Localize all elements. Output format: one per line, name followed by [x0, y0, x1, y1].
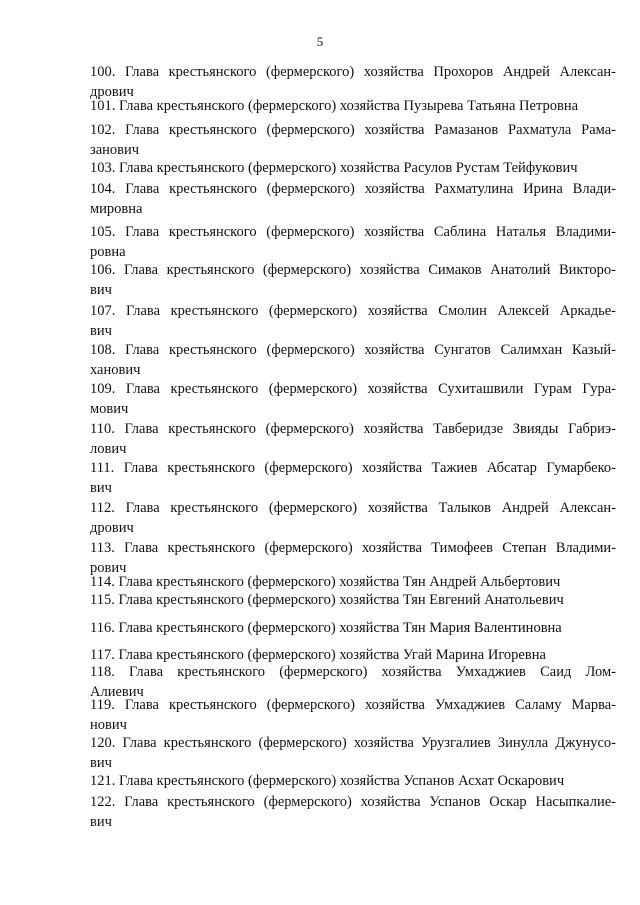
entry-line: 122. Глава крестьянского (фермерского) хозяйства Успанов Оскар Насыпкалие-	[90, 794, 616, 810]
entry-line: 120. Глава крестьянского (фермерского) хозяйства Урузгалиев Зинулла Джунусо-	[90, 735, 616, 751]
entry-line: Алиевич	[90, 684, 144, 700]
entry-line: занович	[90, 142, 140, 158]
list-item	[90, 222, 616, 262]
list-item	[90, 572, 616, 592]
entry-line: ровна	[90, 244, 126, 260]
entry-line: 110. Глава крестьянского (фермерского) хозяйства Тавберидзе Звияды Габриэ-	[90, 421, 616, 437]
entry-line: вич	[90, 814, 112, 830]
entry-line: 119. Глава крестьянского (фермерского) хозяйства Умхаджиев Саламу Марва-	[90, 697, 616, 713]
page-number: 5	[316, 34, 324, 49]
list-item	[90, 695, 616, 735]
entry-line: вич	[90, 755, 112, 771]
entry-line: 108. Глава крестьянского (фермерского) хозяйства Сунгатов Салимхан Казый-	[90, 342, 616, 358]
list-item	[90, 179, 616, 219]
entry-line: 102. Глава крестьянского (фермерского) хозяйства Рамазанов Рахматула Рама-	[90, 122, 616, 138]
entry-line: 106. Глава крестьянского (фермерского) хозяйства Симаков Анатолий Викторо-	[90, 262, 616, 278]
entry-line: 121. Глава крестьянского (фермерского) хозяйства Успанов Асхат Оскарович	[90, 773, 565, 789]
entry-line: 100. Глава крестьянского (фермерского) хозяйства Прохоров Андрей Алексан-	[90, 64, 616, 80]
list-item	[90, 419, 616, 459]
list-item	[90, 498, 616, 538]
entry-line: 115. Глава крестьянского (фермерского) хозяйства Тян Евгений Анатольевич	[90, 592, 564, 608]
list-item	[90, 458, 616, 498]
entry-line: 109. Глава крестьянского (фермерского) хозяйства Сухиташвили Гурам Гура-	[90, 381, 616, 397]
list-item	[90, 618, 616, 638]
entry-line: 104. Глава крестьянского (фермерского) хозяйства Рахматулина Ирина Влади-	[90, 181, 616, 197]
entry-line: дрович	[90, 84, 134, 100]
list-item	[90, 120, 616, 160]
entry-line: 107. Глава крестьянского (фермерского) хозяйства Смолин Алексей Аркадье-	[90, 303, 616, 319]
entry-line: 111. Глава крестьянского (фермерского) хозяйства Тажиев Абсатар Гумарбеко-	[90, 460, 616, 476]
entry-line: 105. Глава крестьянского (фермерского) хозяйства Саблина Наталья Владими-	[90, 224, 616, 240]
list-item	[90, 590, 616, 610]
entry-line: 117. Глава крестьянского (фермерского) хозяйства Угай Марина Игоревна	[90, 647, 546, 663]
entry-line: 113. Глава крестьянского (фермерского) хозяйства Тимофеев Степан Владими-	[90, 540, 616, 556]
entry-line: вич	[90, 282, 112, 298]
list-item	[90, 158, 616, 178]
entry-line: нович	[90, 717, 127, 733]
entry-line: 116. Глава крестьянского (фермерского) хозяйства Тян Мария Валентиновна	[90, 620, 562, 636]
entry-line: вич	[90, 323, 112, 339]
entry-line: рович	[90, 560, 127, 576]
list-item	[90, 301, 616, 341]
list-item	[90, 260, 616, 300]
entry-line: 112. Глава крестьянского (фермерского) хозяйства Талыков Андрей Алексан-	[90, 500, 616, 516]
list-item	[90, 379, 616, 419]
entry-line: 114. Глава крестьянского (фермерского) хозяйства Тян Андрей Альбертович	[90, 574, 561, 590]
entry-line: мович	[90, 401, 129, 417]
list-item	[90, 96, 616, 116]
entry-line: мировна	[90, 201, 143, 217]
entry-line: ханович	[90, 362, 141, 378]
entry-line: 101. Глава крестьянского (фермерского) хозяйства Пузырева Татьяна Петровна	[90, 98, 579, 114]
list-item	[90, 733, 616, 773]
list-item	[90, 792, 616, 832]
list-item	[90, 340, 616, 380]
list-item	[90, 771, 616, 791]
entry-line: вич	[90, 480, 112, 496]
entry-line: лович	[90, 441, 127, 457]
entry-line: 118. Глава крестьянского (фермерского) хозяйства Умхаджиев Саид Лом-	[90, 664, 616, 680]
entry-line: дрович	[90, 520, 134, 536]
entry-line: 103. Глава крестьянского (фермерского) хозяйства Расулов Рустам Тейфукович	[90, 160, 578, 176]
